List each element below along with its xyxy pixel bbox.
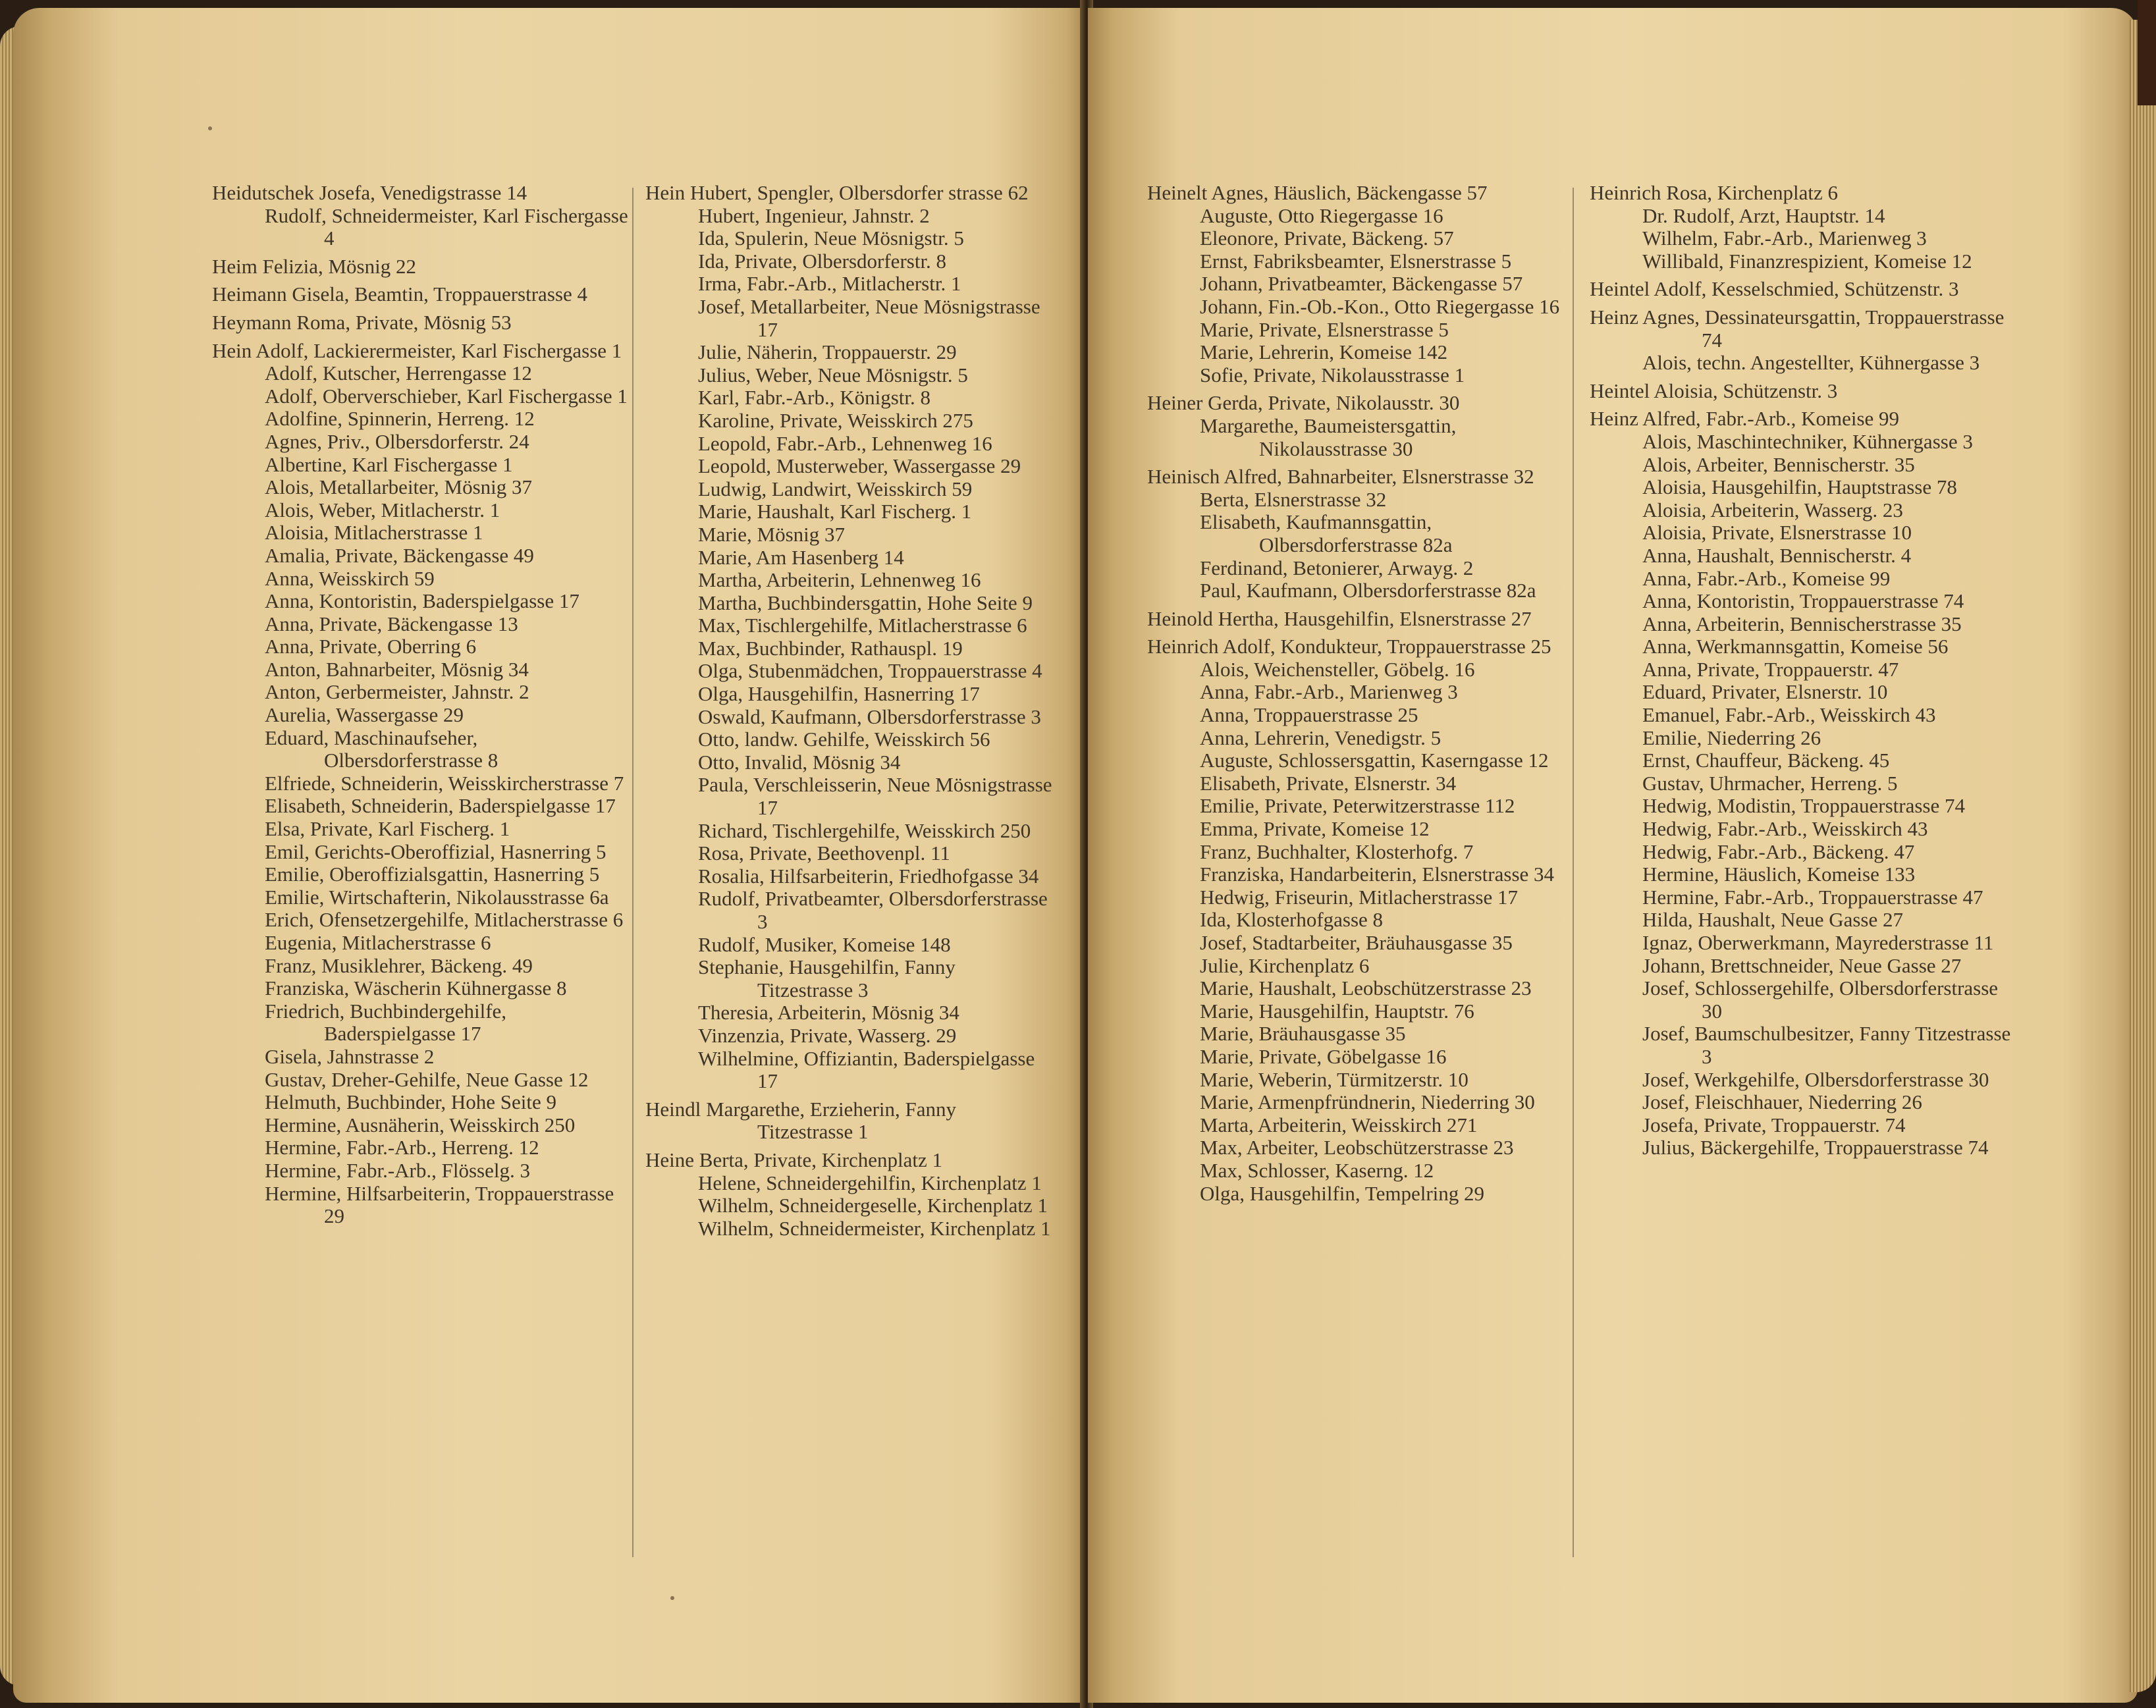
directory-subentry: Josef, Werkgehilfe, Olbersdorferstrasse 30 — [1642, 1067, 1989, 1091]
directory-subentry: Anna, Lehrerin, Venedigstr. 5 — [1200, 726, 1442, 749]
directory-subentry: Adolf, Oberverschieber, Karl Fischergasse 1 — [265, 384, 628, 408]
directory-subentry: Hedwig, Friseurin, Mitlacherstrasse 17 — [1200, 885, 1518, 909]
directory-subentry: Amalia, Private, Bäckengasse 49 — [265, 543, 534, 567]
directory-subentry: Josef, Fleischhauer, Niederring 26 — [1642, 1090, 1922, 1114]
directory-subentry: Anna, Werkmannsgattin, Komeise 56 — [1642, 635, 1949, 658]
directory-subentry: Eduard, Maschinaufseher, Olbersdorferstrasse 8 — [265, 726, 499, 772]
directory-subentry: Ignaz, Oberwerkmann, Mayrederstrasse 11 — [1642, 931, 1994, 954]
column-rule — [1573, 188, 1574, 1557]
directory-subentry: Aloisia, Mitlacherstrasse 1 — [265, 521, 483, 545]
directory-subentry: Julie, Kirchenplatz 6 — [1200, 953, 1370, 977]
directory-subentry: Elsa, Private, Karl Fischerg. 1 — [265, 817, 510, 841]
directory-subentry: Alois, Metallarbeiter, Mösnig 37 — [265, 475, 532, 499]
directory-subentry: Gustav, Dreher-Gehilfe, Neue Gasse 12 — [265, 1067, 589, 1091]
directory-subentry: Olga, Hausgehilfin, Hasnerring 17 — [698, 682, 980, 706]
directory-subentry: Julius, Weber, Neue Mösnigstr. 5 — [698, 363, 968, 387]
directory-entry: Hein Adolf, Lackierermeister, Karl Fischergasse 1 — [212, 338, 622, 362]
directory-subentry: Max, Arbeiter, Leobschützerstrasse 23 — [1200, 1136, 1514, 1160]
directory-subentry: Marie, Weberin, Türmitzerstr. 10 — [1200, 1067, 1469, 1091]
directory-subentry: Martha, Buchbindersgattin, Hohe Seite 9 — [698, 591, 1033, 614]
directory-subentry: Marie, Hausgehilfin, Hauptstr. 76 — [1200, 999, 1474, 1023]
directory-subentry: Rudolf, Schneidermeister, Karl Fischergasse 4 — [265, 203, 628, 250]
directory-subentry: Josef, Stadtarbeiter, Bräuhausgasse 35 — [1200, 931, 1513, 954]
directory-subentry: Anna, Fabr.-Arb., Komeise 99 — [1642, 566, 1891, 590]
directory-subentry: Aloisia, Arbeiterin, Wasserg. 23 — [1642, 498, 1903, 521]
directory-subentry: Ida, Klosterhofgasse 8 — [1200, 908, 1384, 932]
directory-subentry: Helene, Schneidergehilfin, Kirchenplatz 1 — [698, 1171, 1042, 1194]
directory-subentry: Ida, Private, Olbersdorferstr. 8 — [698, 249, 947, 273]
directory-subentry: Helmuth, Buchbinder, Hohe Seite 9 — [265, 1090, 557, 1114]
directory-subentry: Auguste, Schlossersgattin, Kaserngasse 12 — [1200, 749, 1549, 772]
directory-subentry: Anna, Fabr.-Arb., Marienweg 3 — [1200, 680, 1458, 704]
directory-entry: Heinrich Rosa, Kirchenplatz 6 — [1590, 181, 1839, 204]
directory-subentry: Elisabeth, Private, Elsnerstr. 34 — [1200, 771, 1457, 795]
directory-subentry: Paul, Kaufmann, Olbersdorferstrasse 82a — [1200, 579, 1536, 602]
directory-subentry: Stephanie, Hausgehilfin, Fanny Titzestrasse 3 — [698, 955, 956, 1001]
column-rule — [632, 188, 633, 1557]
directory-subentry: Ferdinand, Betonierer, Arwayg. 2 — [1200, 556, 1474, 579]
directory-entry: Heinold Hertha, Hausgehilfin, Elsnerstrasse 27 — [1147, 606, 1532, 630]
directory-subentry: Anna, Arbeiterin, Bennischerstrasse 35 — [1642, 612, 1962, 635]
directory-subentry: Leopold, Musterweber, Wassergasse 29 — [698, 454, 1021, 478]
directory-subentry: Hermine, Fabr.-Arb., Troppauerstrasse 47 — [1642, 885, 1983, 909]
directory-entry: Heimann Gisela, Beamtin, Troppauerstrasse 4 — [212, 282, 587, 306]
right-page-edges — [2130, 20, 2156, 1692]
directory-subentry: Irma, Fabr.-Arb., Mitlacherstr. 1 — [698, 272, 961, 296]
directory-entry: Heintel Adolf, Kesselschmied, Schützenstr. 3 — [1590, 277, 1959, 301]
directory-entry: Heinrich Adolf, Kondukteur, Troppauerstrasse 25 — [1147, 635, 1551, 658]
page-speck — [670, 1596, 674, 1600]
directory-column-4 — [1590, 176, 2011, 1160]
directory-subentry: Emma, Private, Komeise 12 — [1200, 817, 1430, 841]
directory-subentry: Emanuel, Fabr.-Arb., Weisskirch 43 — [1642, 703, 1936, 727]
directory-subentry: Friedrich, Buchbindergehilfe, Baderspielgasse 17 — [265, 999, 507, 1046]
directory-subentry: Julius, Bäckergehilfe, Troppauerstrasse 74 — [1642, 1136, 1989, 1160]
directory-entry: Heiner Gerda, Private, Nikolausstr. 30 — [1147, 391, 1460, 415]
directory-subentry: Emilie, Private, Peterwitzerstrasse 112 — [1200, 794, 1515, 818]
directory-subentry: Agnes, Priv., Olbersdorferstr. 24 — [265, 429, 529, 453]
directory-subentry: Otto, Invalid, Mösnig 34 — [698, 750, 901, 774]
directory-subentry: Johann, Privatbeamter, Bäckengasse 57 — [1200, 272, 1523, 296]
directory-entry: Heinz Alfred, Fabr.-Arb., Komeise 99 — [1590, 407, 1900, 431]
directory-subentry: Julie, Näherin, Troppauerstr. 29 — [698, 340, 957, 364]
directory-subentry: Hedwig, Fabr.-Arb., Bäckeng. 47 — [1642, 840, 1915, 863]
directory-subentry: Marie, Haushalt, Leobschützerstrasse 23 — [1200, 976, 1532, 1000]
directory-subentry: Josef, Schlossergehilfe, Olbersdorferstrasse 30 — [1642, 976, 1999, 1023]
directory-subentry: Aloisia, Private, Elsnerstrasse 10 — [1642, 521, 1912, 545]
directory-subentry: Hermine, Ausnäherin, Weisskirch 250 — [265, 1113, 576, 1136]
directory-subentry: Olga, Stubenmädchen, Troppauerstrasse 4 — [698, 659, 1042, 683]
directory-subentry: Hilda, Haushalt, Neue Gasse 27 — [1642, 908, 1904, 932]
directory-subentry: Emilie, Wirtschafterin, Nikolausstrasse 6a — [265, 885, 609, 909]
directory-subentry: Vinzenzia, Private, Wasserg. 29 — [698, 1023, 957, 1047]
directory-subentry: Adolfine, Spinnerin, Herreng. 12 — [265, 407, 535, 431]
directory-subentry: Marie, Mösnig 37 — [698, 522, 846, 546]
directory-subentry: Alois, Weber, Mitlacherstr. 1 — [265, 498, 500, 521]
directory-subentry: Eduard, Privater, Elsnerstr. 10 — [1642, 680, 1888, 704]
directory-subentry: Hermine, Hilfsarbeiterin, Troppauerstrasse 29 — [265, 1181, 614, 1228]
directory-subentry: Aloisia, Hausgehilfin, Hauptstrasse 78 — [1642, 475, 1957, 499]
directory-entry: Heintel Aloisia, Schützenstr. 3 — [1590, 379, 1838, 402]
directory-subentry: Aurelia, Wassergasse 29 — [265, 703, 464, 727]
directory-subentry: Sofie, Private, Nikolausstrasse 1 — [1200, 363, 1465, 387]
directory-subentry: Franziska, Handarbeiterin, Elsnerstrasse 34 — [1200, 863, 1555, 886]
directory-entry: Heine Berta, Private, Kirchenplatz 1 — [645, 1148, 943, 1171]
directory-subentry: Hermine, Fabr.-Arb., Herreng. 12 — [265, 1136, 539, 1160]
directory-subentry: Marie, Bräuhausgasse 35 — [1200, 1022, 1406, 1046]
directory-subentry: Eugenia, Mitlacherstrasse 6 — [265, 931, 491, 954]
directory-entry: Heindl Margarethe, Erzieherin, Fanny Titzestrasse 1 — [645, 1097, 957, 1144]
directory-subentry: Marta, Arbeiterin, Weisskirch 271 — [1200, 1113, 1478, 1136]
directory-column-1 — [212, 176, 633, 1228]
directory-subentry: Leopold, Fabr.-Arb., Lehnenweg 16 — [698, 431, 992, 455]
directory-subentry: Josefa, Private, Troppauerstr. 74 — [1642, 1113, 1906, 1136]
directory-subentry: Wilhelm, Schneidergeselle, Kirchenplatz 1 — [698, 1194, 1048, 1217]
directory-subentry: Elfriede, Schneiderin, Weisskircherstrasse 7 — [265, 771, 624, 795]
directory-subentry: Gustav, Uhrmacher, Herreng. 5 — [1642, 771, 1898, 795]
directory-subentry: Anna, Private, Troppauerstr. 47 — [1642, 657, 1899, 681]
directory-subentry: Emil, Gerichts-Oberoffizial, Hasnerring 5 — [265, 840, 606, 863]
directory-subentry: Eleonore, Private, Bäckeng. 57 — [1200, 227, 1454, 250]
directory-subentry: Johann, Brettschneider, Neue Gasse 27 — [1642, 953, 1962, 977]
directory-subentry: Franziska, Wäscherin Kühnergasse 8 — [265, 976, 567, 1000]
directory-subentry: Theresia, Arbeiterin, Mösnig 34 — [698, 1001, 959, 1025]
directory-subentry: Anna, Weisskirch 59 — [265, 566, 435, 590]
directory-subentry: Max, Schlosser, Kaserng. 12 — [1200, 1158, 1434, 1182]
directory-subentry: Marie, Armenpfründnerin, Niederring 30 — [1200, 1090, 1535, 1114]
directory-subentry: Alois, Maschintechniker, Kühnergasse 3 — [1642, 429, 1973, 453]
directory-subentry: Alois, techn. Angestellter, Kühnergasse 3 — [1642, 351, 1980, 375]
directory-entry: Heinz Agnes, Dessinateursgattin, Troppauerstrasse 74 — [1590, 305, 2005, 352]
directory-column-3 — [1147, 176, 1562, 1205]
directory-subentry: Marie, Lehrerin, Komeise 142 — [1200, 340, 1448, 364]
directory-subentry: Paula, Verschleisserin, Neue Mösnigstrasse 17 — [698, 773, 1052, 820]
directory-subentry: Berta, Elsnerstrasse 32 — [1200, 487, 1387, 511]
directory-subentry: Johann, Fin.-Ob.-Kon., Otto Riegergasse 16 — [1200, 294, 1560, 318]
directory-subentry: Marie, Private, Elsnerstrasse 5 — [1200, 317, 1449, 341]
directory-subentry: Wilhelm, Schneidermeister, Kirchenplatz 1 — [698, 1216, 1051, 1240]
directory-subentry: Max, Tischlergehilfe, Mitlacherstrasse 6 — [698, 614, 1027, 637]
directory-subentry: Emilie, Oberoffizialsgattin, Hasnerring 5 — [265, 863, 600, 886]
directory-subentry: Otto, landw. Gehilfe, Weisskirch 56 — [698, 728, 990, 751]
page-speck — [208, 126, 212, 130]
directory-subentry: Rudolf, Musiker, Komeise 148 — [698, 932, 951, 956]
directory-subentry: Dr. Rudolf, Arzt, Hauptstr. 14 — [1642, 203, 1885, 227]
directory-subentry: Anna, Kontoristin, Troppauerstrasse 74 — [1642, 589, 1964, 613]
directory-subentry: Hermine, Häuslich, Komeise 133 — [1642, 863, 1916, 886]
directory-subentry: Martha, Arbeiterin, Lehnenweg 16 — [698, 568, 981, 592]
directory-subentry: Karoline, Private, Weisskirch 275 — [698, 408, 973, 432]
directory-subentry: Anton, Bahnarbeiter, Mösnig 34 — [265, 657, 529, 681]
directory-subentry: Anna, Private, Oberring 6 — [265, 635, 477, 658]
directory-subentry: Rudolf, Privatbeamter, Olbersdorferstrasse 3 — [698, 887, 1048, 933]
directory-column-2 — [645, 176, 1054, 1240]
directory-subentry: Alois, Arbeiter, Bennischerstr. 35 — [1642, 452, 1915, 476]
directory-subentry: Olga, Hausgehilfin, Tempelring 29 — [1200, 1181, 1485, 1205]
directory-subentry: Karl, Fabr.-Arb., Königstr. 8 — [698, 386, 931, 410]
directory-subentry: Ernst, Fabriksbeamter, Elsnerstrasse 5 — [1200, 249, 1512, 273]
directory-subentry: Wilhelm, Fabr.-Arb., Marienweg 3 — [1642, 227, 1927, 250]
directory-subentry: Anna, Haushalt, Bennischerstr. 4 — [1642, 543, 1912, 567]
directory-subentry: Marie, Private, Göbelgasse 16 — [1200, 1044, 1447, 1068]
directory-subentry: Anna, Private, Bäckengasse 13 — [265, 612, 518, 635]
directory-subentry: Elisabeth, Kaufmannsgattin, Olbersdorferstrasse 82a — [1200, 510, 1453, 556]
directory-subentry: Anton, Gerbermeister, Jahnstr. 2 — [265, 680, 529, 704]
directory-subentry: Hedwig, Modistin, Troppauerstrasse 74 — [1642, 794, 1965, 818]
directory-subentry: Anna, Kontoristin, Baderspielgasse 17 — [265, 589, 579, 613]
directory-subentry: Hubert, Ingenieur, Jahnstr. 2 — [698, 203, 930, 227]
directory-subentry: Ida, Spulerin, Neue Mösnigstr. 5 — [698, 227, 964, 250]
directory-entry: Heidutschek Josefa, Venedigstrasse 14 — [212, 181, 527, 204]
book-cover-edge — [2138, 0, 2156, 105]
directory-subentry: Marie, Am Hasenberg 14 — [698, 545, 904, 569]
directory-entry: Heinelt Agnes, Häuslich, Bäckengasse 57 — [1147, 181, 1488, 204]
directory-subentry: Oswald, Kaufmann, Olbersdorferstrasse 3 — [698, 705, 1041, 728]
directory-subentry: Elisabeth, Schneiderin, Baderspielgasse 17 — [265, 794, 616, 818]
directory-subentry: Gisela, Jahnstrasse 2 — [265, 1044, 435, 1068]
directory-subentry: Ludwig, Landwirt, Weisskirch 59 — [698, 477, 973, 500]
directory-subentry: Franz, Musiklehrer, Bäckeng. 49 — [265, 953, 533, 977]
directory-subentry: Wilhelmine, Offiziantin, Baderspielgasse 17 — [698, 1046, 1035, 1093]
directory-entry: Heinisch Alfred, Bahnarbeiter, Elsnerstrasse 32 — [1147, 465, 1534, 489]
directory-subentry: Max, Buchbinder, Rathauspl. 19 — [698, 636, 963, 660]
directory-subentry: Hermine, Fabr.-Arb., Flösselg. 3 — [265, 1158, 530, 1182]
directory-subentry: Josef, Metallarbeiter, Neue Mösnigstrasse 17 — [698, 294, 1040, 341]
directory-subentry: Hedwig, Fabr.-Arb., Weisskirch 43 — [1642, 817, 1928, 841]
directory-subentry: Richard, Tischlergehilfe, Weisskirch 250 — [698, 818, 1031, 842]
directory-subentry: Margarethe, Baumeistersgattin, Nikolausstrasse 30 — [1200, 414, 1457, 460]
directory-subentry: Albertine, Karl Fischergasse 1 — [265, 452, 513, 476]
directory-subentry: Rosalia, Hilfsarbeiterin, Friedhofgasse 34 — [698, 864, 1039, 888]
directory-subentry: Alois, Weichensteller, Göbelg. 16 — [1200, 657, 1475, 681]
directory-subentry: Willibald, Finanzrespizient, Komeise 12 — [1642, 249, 1972, 273]
directory-subentry: Adolf, Kutscher, Herrengasse 12 — [265, 361, 532, 385]
directory-entry: Hein Hubert, Spengler, Olbersdorfer strasse 62 — [645, 181, 1029, 204]
directory-subentry: Rosa, Private, Beethovenpl. 11 — [698, 841, 950, 865]
directory-subentry: Emilie, Niederring 26 — [1642, 726, 1821, 749]
directory-entry: Heim Felizia, Mösnig 22 — [212, 254, 416, 278]
directory-subentry: Josef, Baumschulbesitzer, Fanny Titzestrasse 3 — [1642, 1022, 2011, 1068]
directory-subentry: Auguste, Otto Riegergasse 16 — [1200, 203, 1443, 227]
directory-entry: Heymann Roma, Private, Mösnig 53 — [212, 310, 512, 334]
directory-subentry: Marie, Haushalt, Karl Fischerg. 1 — [698, 500, 972, 523]
directory-subentry: Ernst, Chauffeur, Bäckeng. 45 — [1642, 749, 1890, 772]
directory-subentry: Erich, Ofensetzergehilfe, Mitlacherstrasse 6 — [265, 908, 624, 932]
directory-subentry: Anna, Troppauerstrasse 25 — [1200, 703, 1418, 727]
directory-subentry: Franz, Buchhalter, Klosterhofg. 7 — [1200, 840, 1474, 863]
